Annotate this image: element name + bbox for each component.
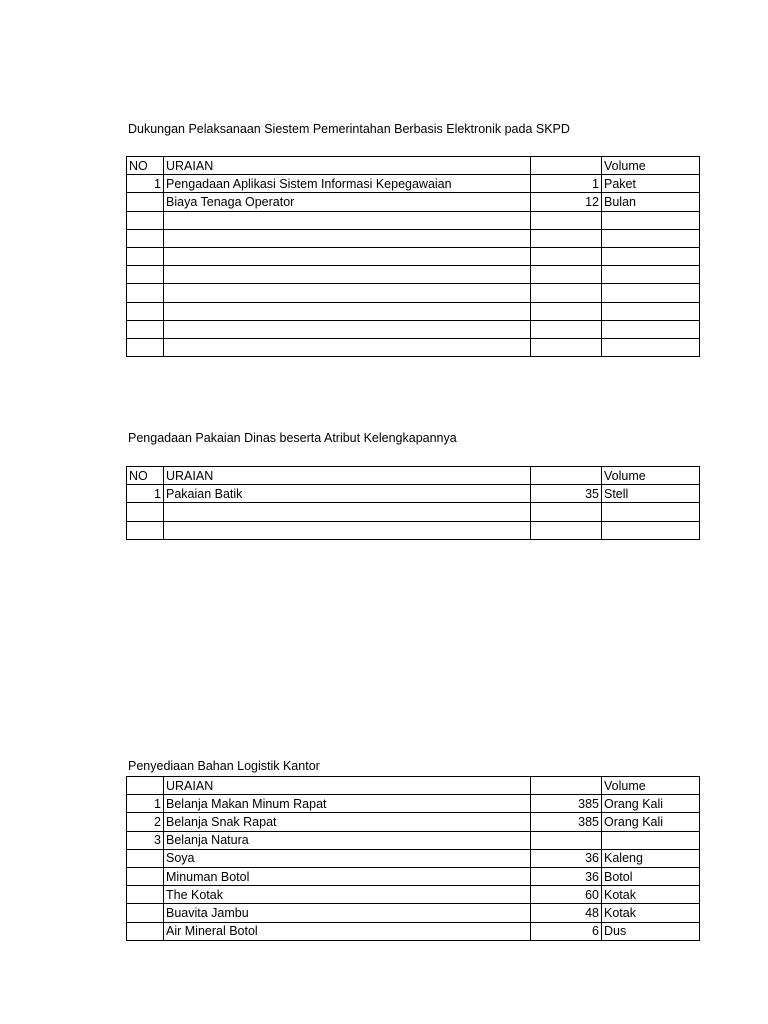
table-row xyxy=(127,867,700,885)
row-uraian: The Kotak xyxy=(164,886,531,904)
row-no: 3 xyxy=(127,831,164,849)
table-header-row xyxy=(127,777,700,795)
row-qty xyxy=(531,320,602,338)
row-uraian xyxy=(164,284,531,302)
table-row xyxy=(127,320,700,338)
row-unit: Kotak xyxy=(602,904,700,922)
row-unit: Dus xyxy=(602,922,700,940)
table-row xyxy=(127,175,700,193)
row-uraian xyxy=(164,302,531,320)
row-no xyxy=(127,266,164,284)
section-2-table xyxy=(126,466,700,540)
row-no xyxy=(127,922,164,940)
row-unit xyxy=(602,831,700,849)
row-no xyxy=(127,229,164,247)
row-qty xyxy=(531,284,602,302)
row-no xyxy=(127,302,164,320)
row-qty: 35 xyxy=(531,485,602,503)
row-qty xyxy=(531,229,602,247)
row-qty xyxy=(531,338,602,356)
row-unit xyxy=(602,211,700,229)
row-qty: 60 xyxy=(531,886,602,904)
header-qty xyxy=(531,467,602,485)
row-no xyxy=(127,503,164,521)
row-qty xyxy=(531,211,602,229)
table-row xyxy=(127,211,700,229)
row-no xyxy=(127,247,164,265)
row-unit xyxy=(602,302,700,320)
row-uraian xyxy=(164,229,531,247)
row-uraian: Belanja Natura xyxy=(164,831,531,849)
header-qty xyxy=(531,777,602,795)
row-unit: Orang Kali xyxy=(602,813,700,831)
row-uraian: Minuman Botol xyxy=(164,867,531,885)
section-2-title: Pengadaan Pakaian Dinas beserta Atribut Kelengkapannya xyxy=(128,431,457,445)
row-no xyxy=(127,904,164,922)
table-header-row xyxy=(127,467,700,485)
header-uraian: URAIAN xyxy=(164,157,531,175)
row-no: 2 xyxy=(127,813,164,831)
row-no xyxy=(127,338,164,356)
header-volume: Volume xyxy=(602,157,700,175)
row-no xyxy=(127,886,164,904)
row-qty: 12 xyxy=(531,193,602,211)
table-row xyxy=(127,849,700,867)
row-qty xyxy=(531,831,602,849)
header-no xyxy=(127,777,164,795)
row-qty xyxy=(531,247,602,265)
header-no: NO xyxy=(127,467,164,485)
header-uraian: URAIAN xyxy=(164,467,531,485)
table-row xyxy=(127,302,700,320)
row-unit xyxy=(602,338,700,356)
table-row xyxy=(127,813,700,831)
row-no: 1 xyxy=(127,175,164,193)
table-row xyxy=(127,886,700,904)
row-unit: Kotak xyxy=(602,886,700,904)
row-uraian: Belanja Snak Rapat xyxy=(164,813,531,831)
row-unit xyxy=(602,247,700,265)
row-unit: Stell xyxy=(602,485,700,503)
section-1-title: Dukungan Pelaksanaan Siestem Pemerintahan Berbasis Elektronik pada SKPD xyxy=(128,122,570,136)
header-no: NO xyxy=(127,157,164,175)
row-uraian: Soya xyxy=(164,849,531,867)
header-volume: Volume xyxy=(602,777,700,795)
row-uraian: Pakaian Batik xyxy=(164,485,531,503)
row-no xyxy=(127,320,164,338)
row-unit: Bulan xyxy=(602,193,700,211)
table-row xyxy=(127,503,700,521)
row-unit xyxy=(602,284,700,302)
row-unit xyxy=(602,266,700,284)
table-row xyxy=(127,922,700,940)
row-uraian: Pengadaan Aplikasi Sistem Informasi Kepegawaian xyxy=(164,175,531,193)
table-row xyxy=(127,904,700,922)
section-3-table xyxy=(126,776,700,941)
row-uraian xyxy=(164,338,531,356)
row-qty: 385 xyxy=(531,795,602,813)
row-unit: Botol xyxy=(602,867,700,885)
table-row xyxy=(127,193,700,211)
row-uraian: Air Mineral Botol xyxy=(164,922,531,940)
row-no xyxy=(127,521,164,539)
row-uraian: Belanja Makan Minum Rapat xyxy=(164,795,531,813)
table-row xyxy=(127,284,700,302)
row-no: 1 xyxy=(127,485,164,503)
row-qty xyxy=(531,503,602,521)
row-no xyxy=(127,211,164,229)
row-qty: 36 xyxy=(531,849,602,867)
row-unit xyxy=(602,229,700,247)
row-uraian xyxy=(164,521,531,539)
row-uraian xyxy=(164,247,531,265)
row-unit xyxy=(602,320,700,338)
table-row xyxy=(127,229,700,247)
row-no xyxy=(127,284,164,302)
row-qty xyxy=(531,302,602,320)
row-unit xyxy=(602,521,700,539)
row-qty xyxy=(531,266,602,284)
row-uraian xyxy=(164,503,531,521)
table-row xyxy=(127,266,700,284)
table-header-row xyxy=(127,157,700,175)
row-qty: 1 xyxy=(531,175,602,193)
row-uraian xyxy=(164,266,531,284)
table-row xyxy=(127,338,700,356)
row-uraian: Buavita Jambu xyxy=(164,904,531,922)
row-unit: Orang Kali xyxy=(602,795,700,813)
row-qty: 385 xyxy=(531,813,602,831)
row-qty xyxy=(531,521,602,539)
row-uraian xyxy=(164,211,531,229)
row-no xyxy=(127,193,164,211)
row-no xyxy=(127,867,164,885)
row-qty: 36 xyxy=(531,867,602,885)
row-qty: 48 xyxy=(531,904,602,922)
row-qty: 6 xyxy=(531,922,602,940)
row-unit xyxy=(602,503,700,521)
table-row xyxy=(127,831,700,849)
table-row xyxy=(127,485,700,503)
table-row xyxy=(127,247,700,265)
section-1-table xyxy=(126,156,700,357)
header-uraian: URAIAN xyxy=(164,777,531,795)
row-uraian xyxy=(164,320,531,338)
row-no: 1 xyxy=(127,795,164,813)
row-uraian: Biaya Tenaga Operator xyxy=(164,193,531,211)
header-volume: Volume xyxy=(602,467,700,485)
table-row xyxy=(127,795,700,813)
row-unit: Paket xyxy=(602,175,700,193)
header-qty xyxy=(531,157,602,175)
row-unit: Kaleng xyxy=(602,849,700,867)
row-no xyxy=(127,849,164,867)
section-3-title: Penyediaan Bahan Logistik Kantor xyxy=(128,759,320,773)
table-row xyxy=(127,521,700,539)
